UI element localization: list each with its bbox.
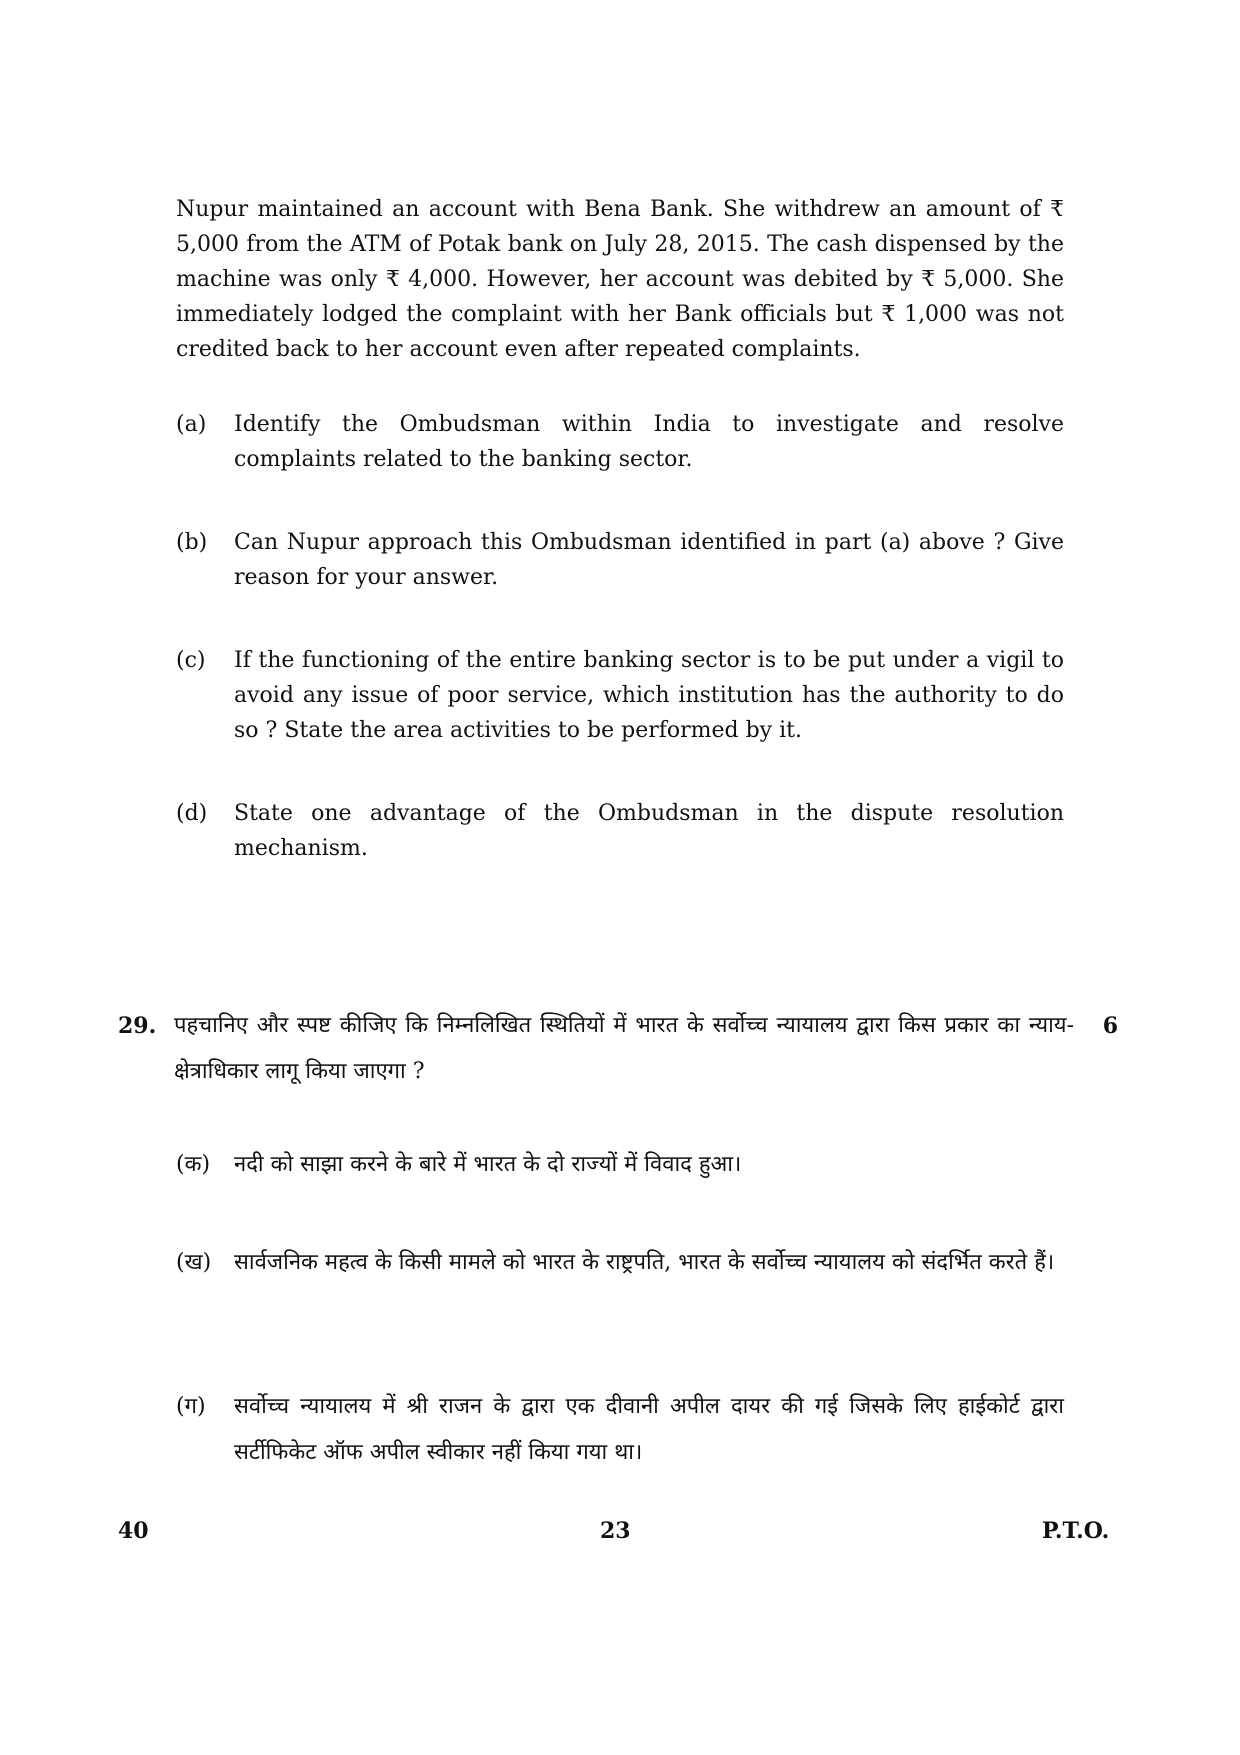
- part-text: Can Nupur approach this Ombudsman identified in part (a) above ? Give reason for your answer.: [234, 530, 1064, 590]
- part-label: (क): [176, 1152, 211, 1177]
- part-label: (b): [176, 530, 208, 555]
- page-number: 23: [600, 1518, 631, 1544]
- q29-part-kha: [176, 1240, 1064, 1286]
- part-text: नदी को साझा करने के बारे में भारत के दो राज्यों में विवाद हुआ।: [234, 1152, 742, 1177]
- part-label: (ग): [176, 1394, 206, 1419]
- part-a: [176, 407, 1064, 477]
- part-text: State one advantage of the Ombudsman in the dispute resolution mechanism.: [234, 801, 1064, 861]
- part-text: If the functioning of the entire banking sector is to be put under a vigil to avoid any issue of poor service, which institution has the authority to do so ? State the area activities to be performed by it.: [234, 648, 1064, 743]
- part-text: Identify the Ombudsman within India to investigate and resolve complaints related to the banking sector.: [234, 412, 1064, 472]
- q29-part-ka: [176, 1142, 1064, 1188]
- part-c: [176, 643, 1064, 748]
- part-label: (d): [176, 801, 208, 826]
- part-label: (ख): [176, 1250, 212, 1275]
- q29-part-ga: [176, 1384, 1064, 1476]
- part-d: [176, 796, 1064, 866]
- case-passage: Nupur maintained an account with Bena Bank. She withdrew an amount of ₹ 5,000 from the ATM of Potak bank on July 28, 2015. The cash dispensed by the machine was only ₹ 4,000. However, her account was debited by ₹ 5,000. She immediately lodged the complaint with her Bank officials but ₹ 1,000 was not credited back to her account even after repeated complaints.: [176, 197, 1064, 362]
- part-label: (a): [176, 412, 207, 437]
- question-number: 29.: [118, 1013, 157, 1039]
- question-29: [118, 1003, 1128, 1095]
- paper-code: 40: [118, 1518, 149, 1544]
- question-marks: 6: [1102, 1013, 1118, 1039]
- pto-label: P.T.O.: [1042, 1518, 1110, 1544]
- part-label: (c): [176, 648, 206, 673]
- part-text: सर्वोच्च न्यायालय में श्री राजन के द्वारा एक दीवानी अपील दायर की गई जिसके लिए हाईकोर्ट द्वारा सर्टीफिकेट ऑफ अपील स्वीकार नहीं किया गया था।: [234, 1394, 1064, 1465]
- part-text: सार्वजनिक महत्व के किसी मामले को भारत के राष्ट्रपति, भारत के सर्वोच्च न्यायालय को संदर्भित करते हैं।: [234, 1250, 1055, 1275]
- question-text: पहचानिए और स्पष्ट कीजिए कि निम्नलिखित स्थितियों में भारत के सर्वोच्च न्यायालय द्वारा किस प्रकार का न्याय-क्षेत्राधिकार लागू किया जाएगा ?: [174, 1013, 1074, 1084]
- part-b: [176, 525, 1064, 595]
